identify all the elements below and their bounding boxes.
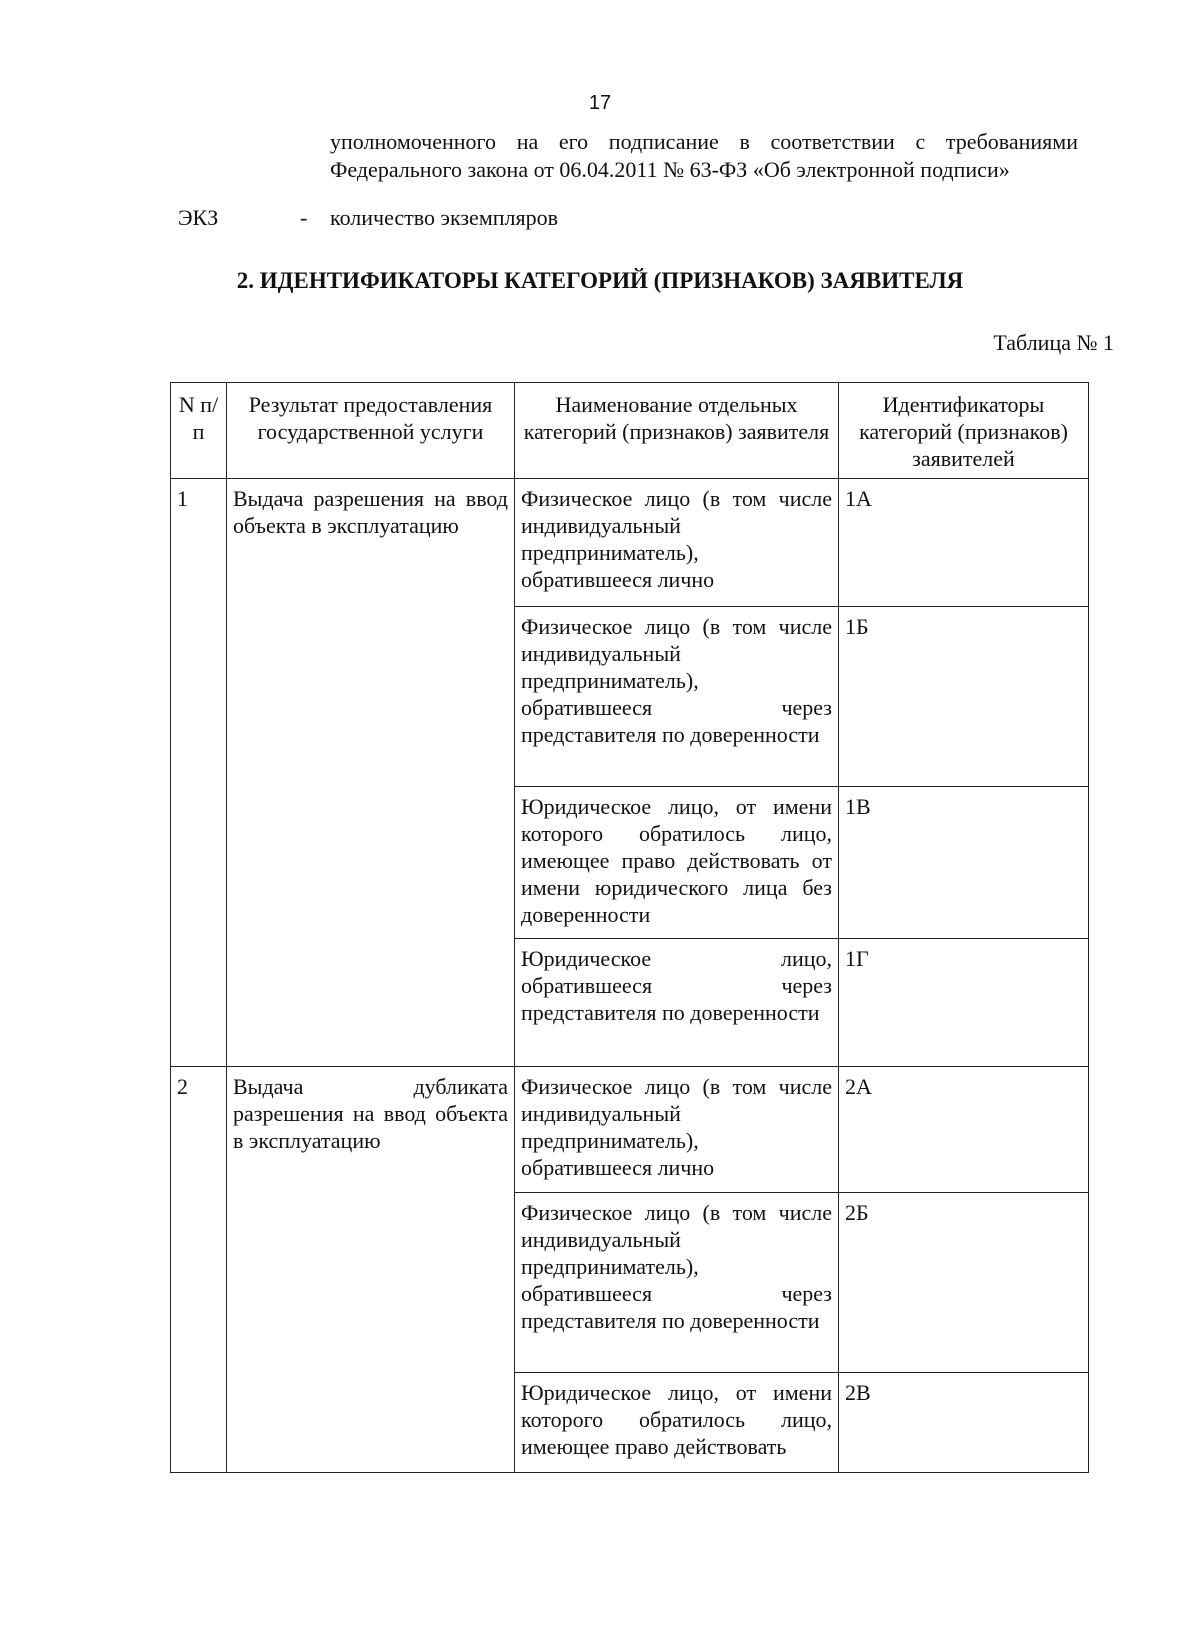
header-identifier: Идентификаторы категорий (признаков) заявителей	[839, 383, 1089, 479]
header-result: Результат предоставления государственной услуги	[227, 383, 515, 479]
table-row	[171, 479, 1089, 607]
row-category: Юридическое лицо, обратившееся через представителя по доверенности	[515, 939, 839, 1067]
row-identifier: 1А	[839, 479, 1089, 607]
row-identifier: 2А	[839, 1067, 1089, 1193]
row-num: 1	[171, 479, 227, 1067]
abbreviation-dash: -	[300, 205, 308, 230]
intro-line-2: Федерального закона от 06.04.2011 № 63-ФЗ «Об электронной подписи»	[330, 157, 1010, 182]
header-num: N п/п	[171, 383, 227, 479]
header-category-name: Наименование отдельных категорий (признаков) заявителя	[515, 383, 839, 479]
intro-line-1: уполномоченного на его подписание в соответствии с требованиями	[330, 129, 1078, 154]
table-label: Таблица № 1	[993, 330, 1114, 355]
row-identifier: 2Б	[839, 1193, 1089, 1373]
row-identifier: 2В	[839, 1373, 1089, 1473]
row-result: Выдача дубликата разрешения на ввод объекта в эксплуатацию	[227, 1067, 515, 1473]
row-category: Физическое лицо (в том числе индивидуальный предприниматель), обратившееся через представителя по доверенности	[515, 607, 839, 787]
table-header-row	[171, 383, 1089, 479]
section-title: 2. ИДЕНТИФИКАТОРЫ КАТЕГОРИЙ (ПРИЗНАКОВ) ЗАЯВИТЕЛЯ	[236, 268, 964, 293]
row-identifier: 1Г	[839, 939, 1089, 1067]
row-num: 2	[171, 1067, 227, 1473]
row-category: Юридическое лицо, от имени которого обратилось лицо, имеющее право действовать от имени юридического лица без доверенности	[515, 787, 839, 939]
intro-paragraph	[330, 128, 1078, 184]
abbreviation-term: ЭКЗ	[178, 205, 219, 230]
row-result: Выдача разрешения на ввод объекта в эксплуатацию	[227, 479, 515, 1067]
page-number: 17	[588, 92, 612, 114]
row-category: Физическое лицо (в том числе индивидуальный предприниматель), обратившееся лично	[515, 1067, 839, 1193]
categories-table	[170, 382, 1089, 1473]
row-identifier: 1Б	[839, 607, 1089, 787]
table-row	[171, 1067, 1089, 1193]
row-identifier: 1В	[839, 787, 1089, 939]
abbreviation-description: количество экземпляров	[330, 205, 559, 230]
row-category: Юридическое лицо, от имени которого обратилось лицо, имеющее право действовать	[515, 1373, 839, 1473]
row-category: Физическое лицо (в том числе индивидуальный предприниматель), обратившееся через представителя по доверенности	[515, 1193, 839, 1373]
row-category: Физическое лицо (в том числе индивидуальный предприниматель), обратившееся лично	[515, 479, 839, 607]
